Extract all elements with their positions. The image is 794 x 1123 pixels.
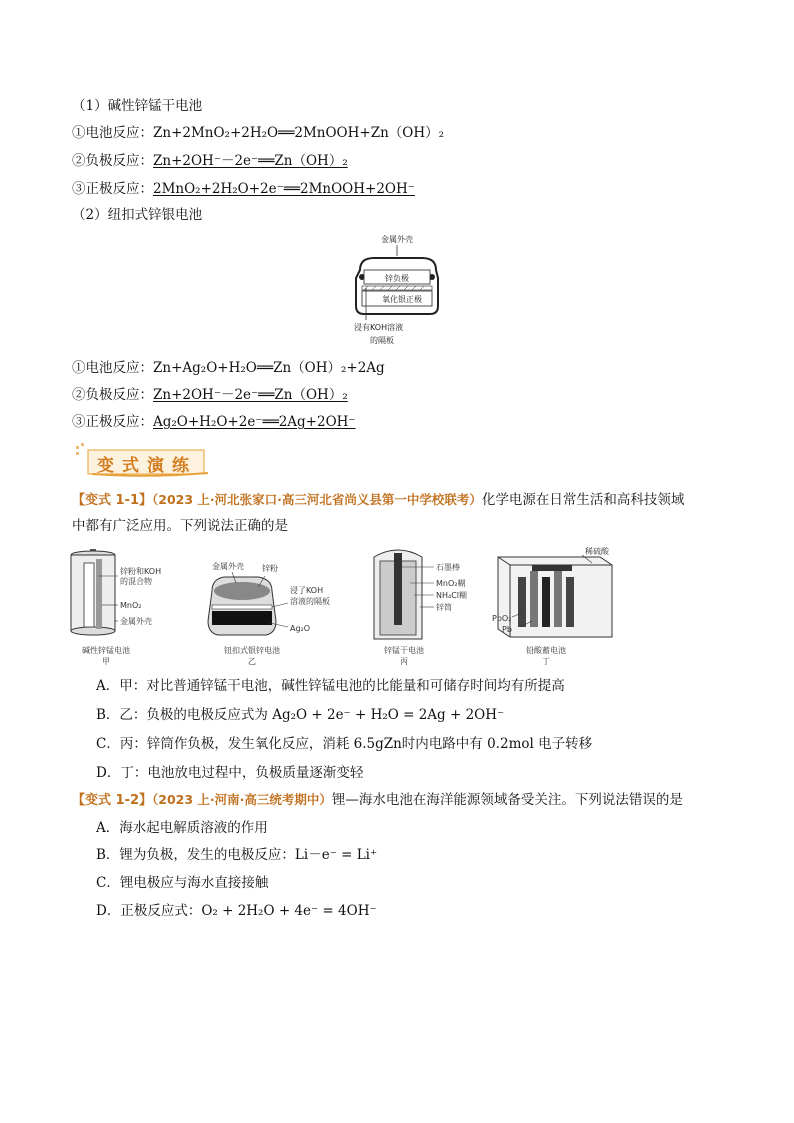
fig-c-label-2: MnO₂糊 [436, 579, 466, 588]
fig-b-label-5: Ag₂O [290, 624, 311, 633]
fig-a-caption-2: 甲 [102, 657, 110, 666]
reaction-equation: Ag₂O+H₂O+2e⁻══2Ag+2OH⁻ [153, 414, 356, 430]
label-anode: 锌负极 [385, 274, 409, 283]
reaction-equation: Zn+Ag₂O+H₂O══Zn（OH）₂+2Ag [153, 360, 385, 376]
fig-b-label-4: 溶液的隔板 [290, 597, 330, 606]
label-separator-2: 的隔板 [370, 336, 394, 345]
fig-c-caption: 锌锰干电池 [384, 646, 424, 655]
section1-title: （1）碱性锌锰干电池 [72, 98, 203, 114]
fig-a-label-2: 的混合物 [120, 577, 152, 586]
fig-b-caption: 钮扣式银锌电池 [224, 646, 280, 655]
q1-stem-line1 [72, 491, 684, 510]
fig-a-caption: 碱性锌锰电池 [82, 646, 130, 655]
q2-option-b[interactable]: B．锂为负极，发生的电极反应：Li－e⁻ = Li⁺ [96, 847, 378, 863]
reaction-label: ②负极反应： [72, 153, 153, 169]
fig-d-label-1: 稀硫酸 [585, 547, 609, 556]
fig-c-label-1: 石墨棒 [436, 563, 460, 572]
fig-c-label-3: NH₄Cl糊 [436, 591, 468, 600]
battery-figures [62, 543, 632, 669]
reaction-equation: Zn+2OH⁻－2e⁻══Zn（OH）₂ [153, 387, 348, 403]
q1-option-d[interactable]: D．丁：电池放电过程中，负极质量逐渐变轻 [96, 765, 364, 781]
fig-a-label-3: MnO₂ [120, 601, 142, 610]
figure-zinc-manganese-cell [374, 550, 467, 666]
fig-c-label-4: 锌筒 [436, 603, 452, 612]
q2-stem-line [72, 791, 683, 810]
fig-d-label-2: PbO₂ [492, 614, 512, 623]
q1-source: （2023 上·河北张家口·高三河北省尚义县第一中学校联考） [152, 492, 482, 507]
banner-text: 变式演练 [97, 456, 197, 476]
fig-a-label-1: 锌粉和KOH [120, 567, 162, 576]
exercise-banner [72, 440, 232, 478]
section1-reaction-2 [72, 152, 348, 170]
reaction-label: ②负极反应： [72, 387, 153, 403]
q2-source: （2023 上·河南·高三统考期中） [152, 792, 332, 807]
q1-stem-line2: 中都有广泛应用。下列说法正确的是 [72, 518, 288, 534]
section2-reaction-3 [72, 413, 356, 431]
fig-b-label-3: 浸了KOH [290, 586, 324, 595]
q2-option-c[interactable]: C．锂电极应与海水直接接触 [96, 875, 269, 891]
section2-reaction-2 [72, 386, 348, 404]
reaction-equation: 2MnO₂+2H₂O+2e⁻══2MnOOH+2OH⁻ [153, 181, 415, 197]
reaction-equation: Zn+2OH⁻－2e⁻══Zn（OH）₂ [153, 153, 348, 169]
reaction-equation: Zn+2MnO₂+2H₂O══2MnOOH+Zn（OH）₂ [153, 125, 445, 141]
fig-b-label-1: 金属外壳 [212, 562, 244, 571]
label-cathode: 氧化银正极 [382, 295, 422, 304]
fig-a-label-4: 金属外壳 [120, 617, 152, 626]
q2-stem: 锂—海水电池在海洋能源领域备受关注。下列说法错误的是 [331, 792, 683, 808]
figure-lead-acid-battery [492, 546, 612, 666]
reaction-label: ①电池反应： [72, 360, 153, 376]
q1-stem: 化学电源在日常生活和高科技领域 [481, 492, 685, 508]
fig-d-caption-2: 丁 [542, 657, 550, 666]
section2-title: （2）纽扣式锌银电池 [72, 207, 203, 223]
section1-reaction-3 [72, 180, 415, 198]
q2-option-d[interactable]: D．正极反应式：O₂ + 2H₂O + 4e⁻ = 4OH⁻ [96, 903, 377, 919]
reaction-label: ③正极反应： [72, 414, 153, 430]
q1-option-b[interactable]: B．乙：负极的电极反应式为 Ag₂O + 2e⁻ + H₂O = 2Ag + 2OH⁻ [96, 707, 505, 723]
reaction-label: ①电池反应： [72, 125, 153, 141]
label-shell: 金属外壳 [381, 235, 413, 244]
section1-reaction-1 [72, 124, 444, 142]
q1-label: 【变式 1-1】 [72, 493, 153, 508]
figure-alkaline-cell [71, 549, 161, 666]
reaction-label: ③正极反应： [72, 181, 153, 197]
fig-d-label-3: Pb [502, 625, 512, 634]
q1-option-c[interactable]: C．丙：锌筒作负极，发生氧化反应，消耗 6.5gZn时内电路中有 0.2mol 电子转移 [96, 736, 593, 752]
button-cell-diagram [342, 230, 452, 352]
q2-label: 【变式 1-2】 [72, 793, 153, 808]
label-separator-1: 浸有KOH溶液 [354, 323, 404, 332]
q2-option-a[interactable]: A．海水起电解质溶液的作用 [96, 820, 268, 836]
fig-b-label-2: 锌粉 [262, 564, 278, 573]
fig-c-caption-2: 丙 [400, 657, 408, 666]
fig-b-caption-2: 乙 [248, 657, 256, 666]
section2-reaction-1 [72, 359, 385, 377]
fig-d-caption: 铅酸蓄电池 [526, 646, 566, 655]
figure-button-cell [208, 561, 330, 666]
q1-option-a[interactable]: A．甲：对比普通锌锰干电池，碱性锌锰电池的比能量和可储存时间均有所提高 [96, 678, 565, 694]
